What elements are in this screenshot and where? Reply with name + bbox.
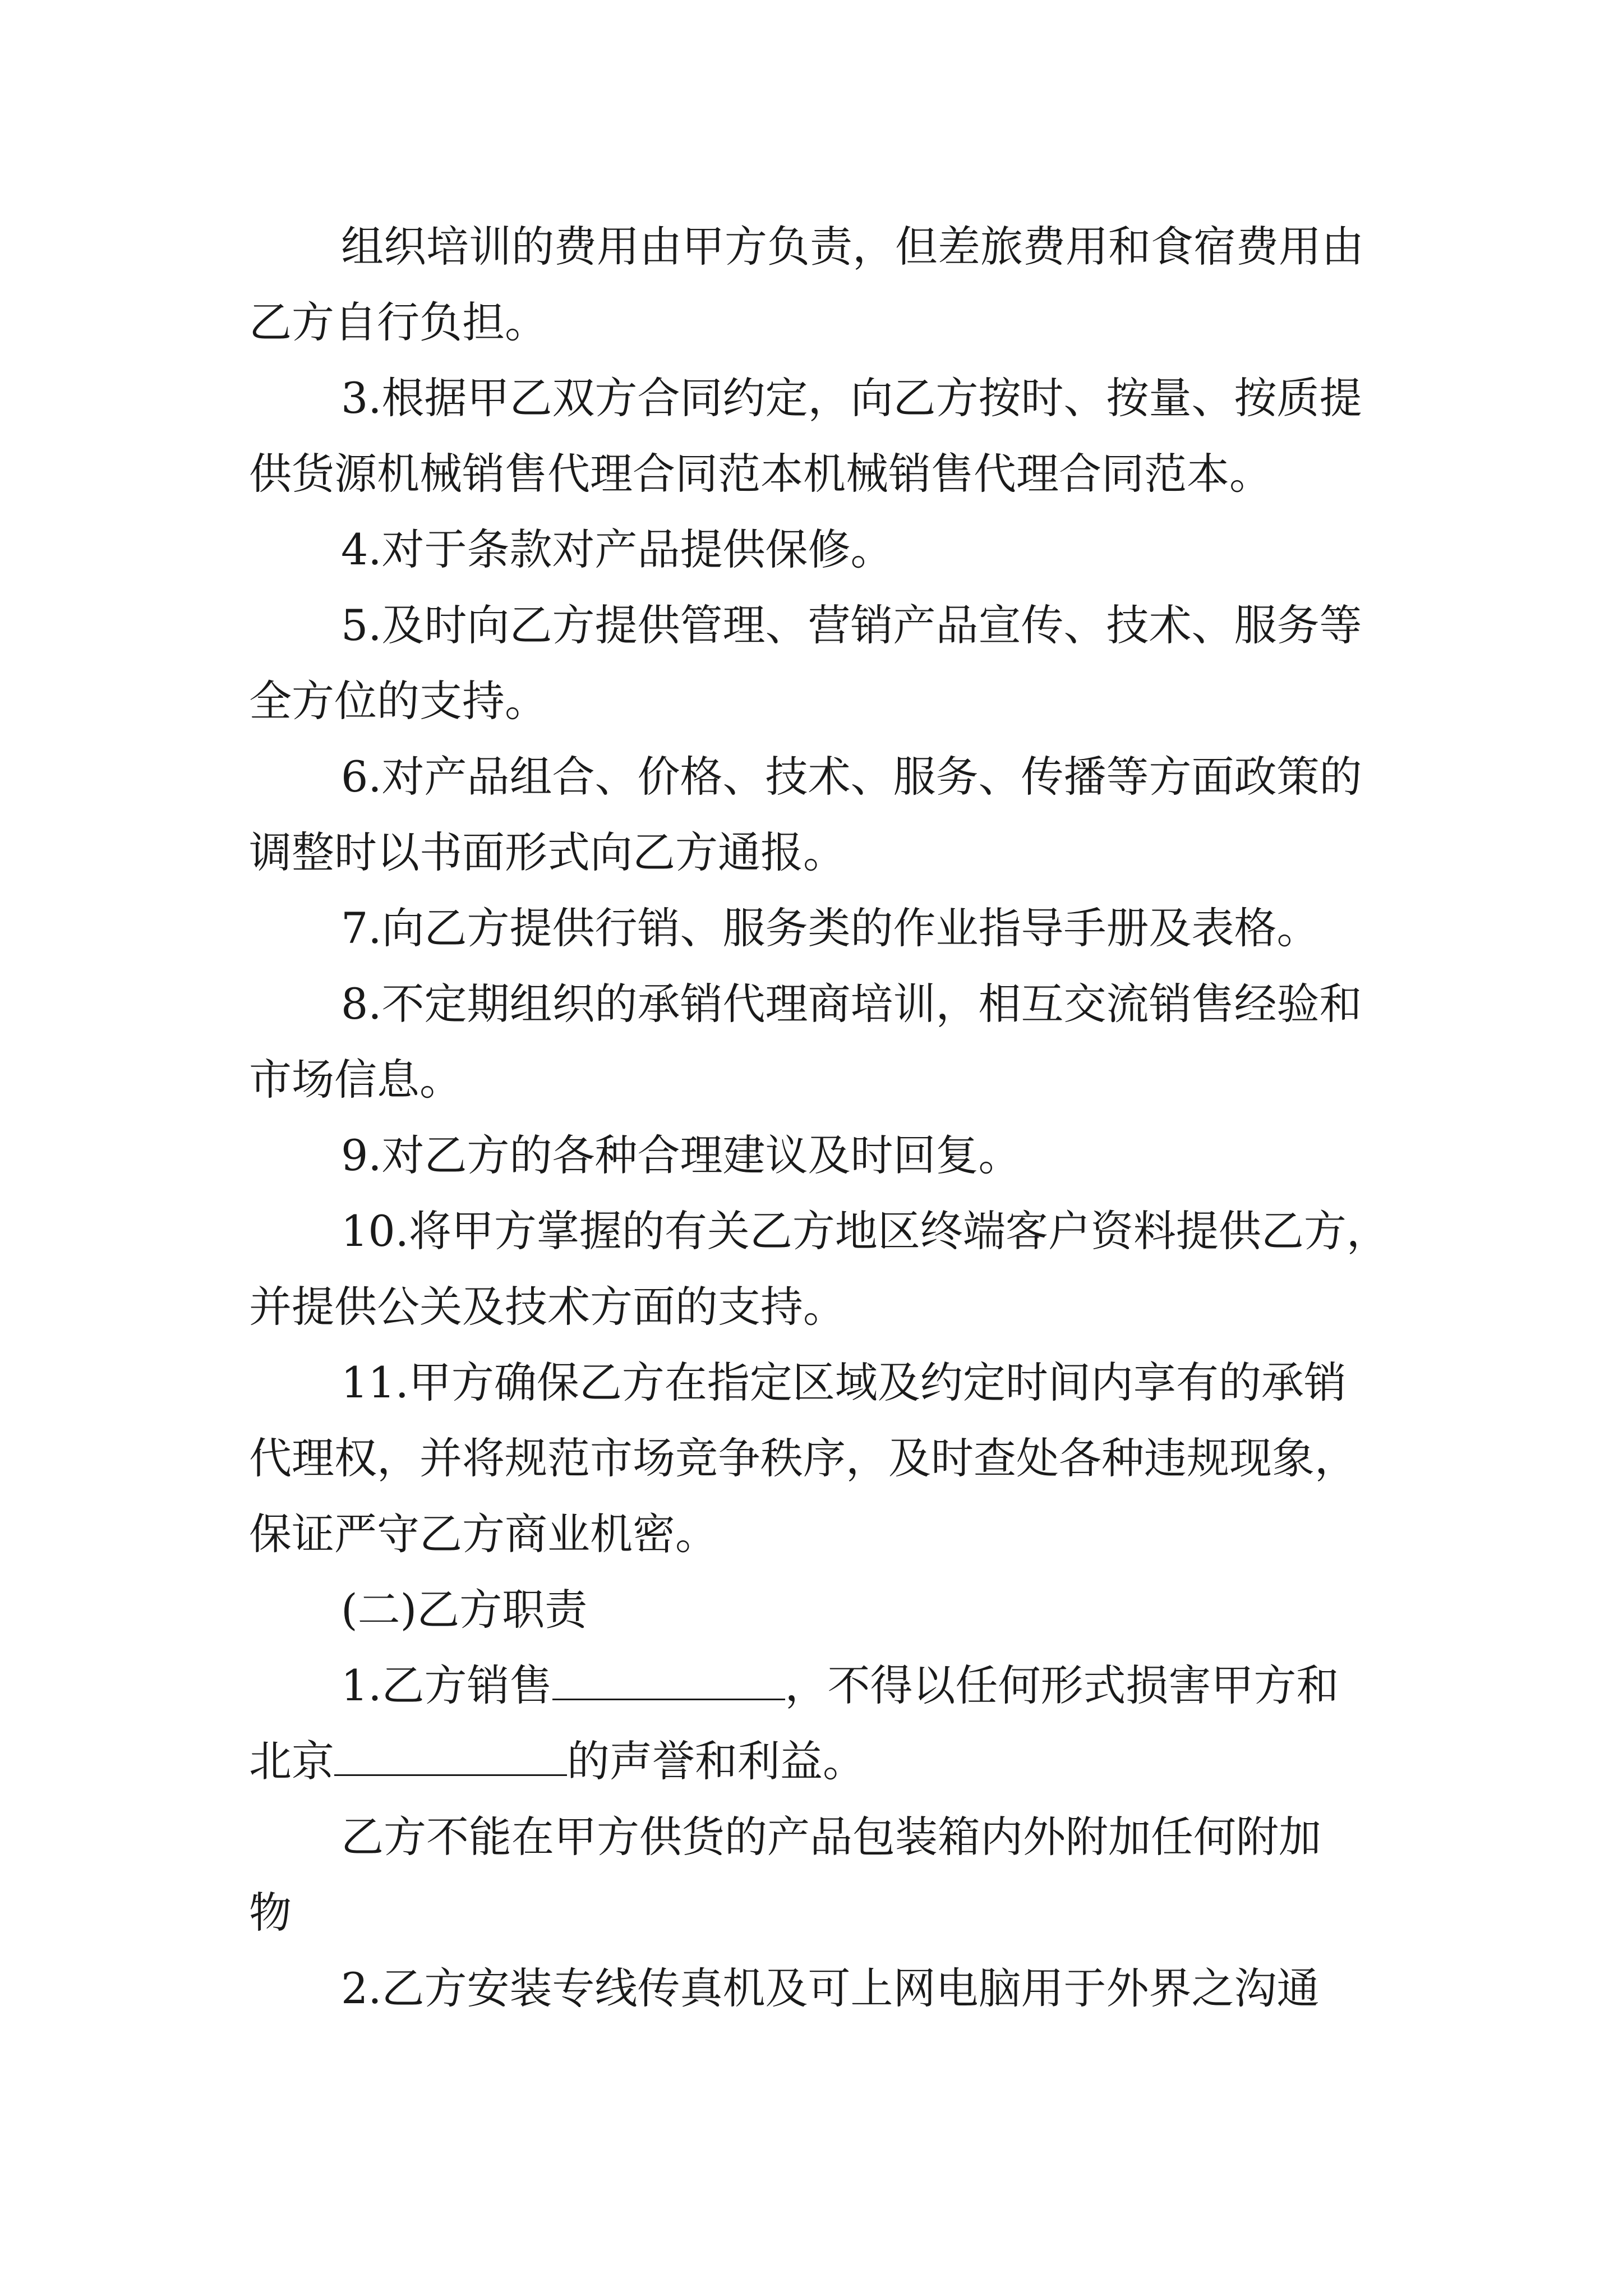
list-item-b1-continued-before: 北京: [249, 1736, 334, 1786]
fill-in-blank[interactable]: [334, 1740, 567, 1776]
list-item-b1-before: 1.乙方销售: [341, 1660, 552, 1710]
list-item-b1-continued-after: 的声誉和利益。: [567, 1736, 865, 1786]
list-item-8: 8.不定期组织的承销代理商培训，相互交流销售经验和: [341, 979, 1362, 1029]
list-item-4: 4.对于条款对产品提供保修。: [341, 524, 893, 574]
list-item-b1-after: ，不得以任何形式损害甲方和: [785, 1660, 1339, 1710]
list-item-b1-continued: [249, 1733, 865, 1789]
list-item-b2: 2.乙方安装专线传真机及可上网电脑用于外界之沟通: [341, 1963, 1320, 2013]
paragraph-line: 组织培训的费用由甲方负责，但差旅费用和食宿费用由: [341, 222, 1364, 272]
list-item-6-continued: 调整时以书面形式向乙方通报。: [249, 827, 846, 877]
paragraph-line: 乙方自行负担。: [249, 297, 547, 347]
list-item-3: 3.根据甲乙双方合同约定，向乙方按时、按量、按质提: [341, 373, 1362, 423]
section-heading: (二)乙方职责: [341, 1585, 588, 1635]
list-item-8-continued: 市场信息。: [249, 1055, 462, 1105]
list-item-10: 10.将甲方掌握的有关乙方地区终端客户资料提供乙方，: [341, 1206, 1389, 1256]
list-item-5-continued: 全方位的支持。: [249, 676, 547, 726]
fill-in-blank[interactable]: [552, 1664, 785, 1700]
list-item-5: 5.及时向乙方提供管理、营销产品宣传、技术、服务等: [341, 600, 1362, 650]
paragraph-line: 乙方不能在甲方供货的产品包装箱内外附加任何附加: [341, 1812, 1321, 1862]
list-item-7: 7.向乙方提供行销、服务类的作业指导手册及表格。: [341, 903, 1320, 953]
list-item-3-continued: 供货源机械销售代理合同范本机械销售代理合同范本。: [249, 449, 1272, 499]
list-item-11-continued: 保证严守乙方商业机密。: [249, 1509, 718, 1559]
list-item-9: 9.对乙方的各种合理建议及时回复。: [341, 1130, 1021, 1180]
list-item-b1: [341, 1658, 1339, 1714]
list-item-11: 11.甲方确保乙方在指定区域及约定时间内享有的承销: [341, 1358, 1347, 1407]
list-item-10-continued: 并提供公关及技术方面的支持。: [249, 1282, 846, 1332]
list-item-11-continued: 代理权，并将规范市场竞争秩序，及时查处各种违规现象，: [249, 1433, 1357, 1483]
paragraph-line: 物: [249, 1888, 292, 1938]
list-item-6: 6.对产品组合、价格、技术、服务、传播等方面政策的: [341, 752, 1362, 802]
